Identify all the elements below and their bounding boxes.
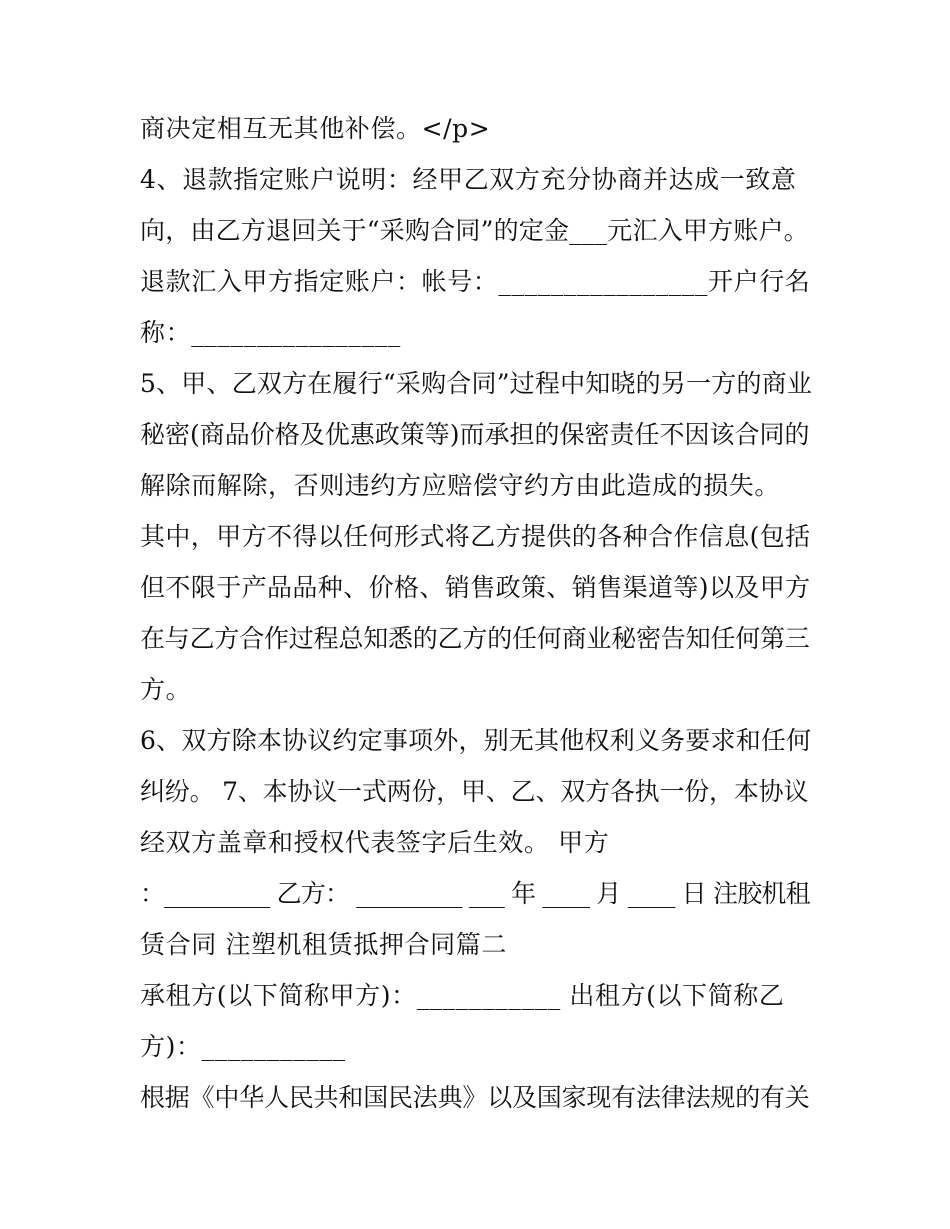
text-line: 赁合同 注塑机租赁抵押合同篇二	[140, 930, 507, 959]
text-line: 其中，甲方不得以任何形式将乙方提供的各种合作信息(包括	[140, 522, 811, 551]
text-line: 6、双方除本协议约定事项外，别无其他权利义务要求和任何	[140, 726, 812, 755]
text-line: 纠纷。 7、本协议一式两份，甲、乙、双方各执一份，本协议	[140, 777, 809, 806]
text-line: 商决定相互无其他补偿。</p>	[140, 114, 491, 143]
text-line: 根据《中华人民共和国民法典》以及国家现有法律法规的有关	[140, 1083, 810, 1112]
text-line: 称：________________	[140, 318, 401, 347]
text-line: 在与乙方合作过程总知悉的乙方的任何商业秘密告知任何第三	[140, 624, 810, 653]
text-line: 但不限于产品品种、价格、销售政策、销售渠道等)以及甲方	[140, 573, 811, 602]
text-line: 4、退款指定账户说明：经甲乙双方充分协商并达成一致意	[140, 165, 797, 194]
text-line: 秘密(商品价格及优惠政策等)而承担的保密责任不因该合同的	[140, 420, 810, 449]
text-line: 向，由乙方退回关于“采购合同”的定金___元汇入甲方账户。	[140, 216, 809, 245]
text-line: 方)：___________	[140, 1032, 346, 1061]
text-line: 方。	[140, 675, 192, 704]
text-line: 解除而解除，否则违约方应赔偿守约方由此造成的损失。	[140, 471, 781, 500]
text-line: 5、甲、乙双方在履行“采购合同”过程中知晓的另一方的商业	[140, 369, 813, 398]
text-line: 退款汇入甲方指定账户：帐号：________________开户行名	[140, 267, 811, 296]
text-line: 承租方(以下简称甲方)：___________ 出租方(以下简称乙	[140, 981, 785, 1010]
text-line: 经双方盖章和授权代表签字后生效。 甲方	[140, 828, 610, 857]
text-line: ：_________ 乙方： _________ ___ 年 ____ 月 ____ 日 注胶机租	[140, 879, 810, 908]
